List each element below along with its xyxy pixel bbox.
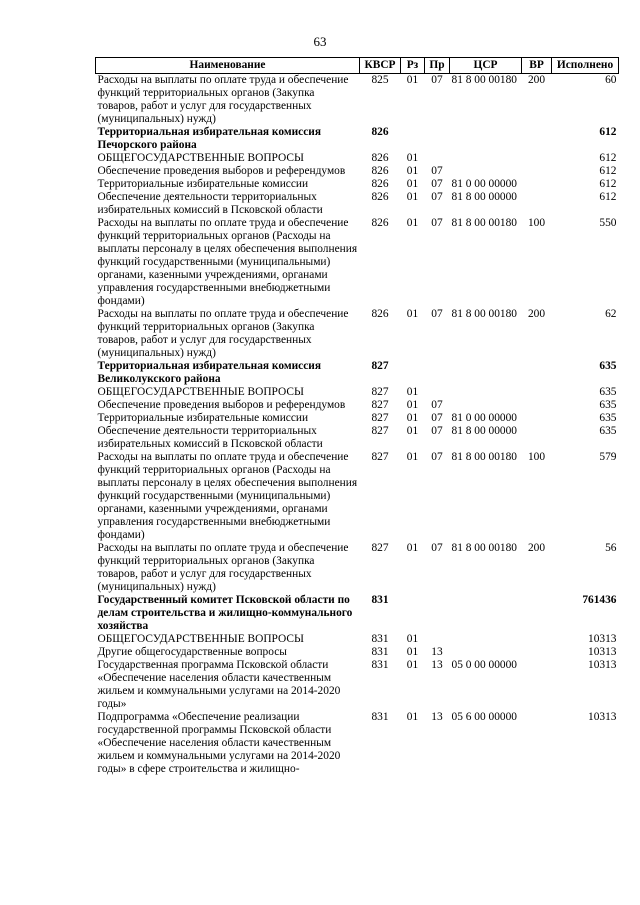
cell-vr bbox=[522, 152, 552, 165]
cell-name: Территориальные избирательные комиссии bbox=[97, 178, 309, 190]
header-vr: ВР bbox=[522, 58, 552, 74]
cell-vr bbox=[522, 399, 552, 412]
cell-pr: 13 bbox=[431, 659, 443, 671]
cell-rz: 01 bbox=[406, 399, 419, 411]
cell-name: ОБЩЕГОСУДАРСТВЕННЫЕ ВОПРОСЫ bbox=[97, 152, 304, 164]
cell-executed: 635 bbox=[599, 425, 617, 437]
cell-executed: 612 bbox=[599, 152, 617, 164]
cell-pr: 07 bbox=[431, 425, 443, 437]
cell-csr: 81 8 00 00180 bbox=[451, 74, 517, 86]
cell-executed: 612 bbox=[599, 126, 617, 138]
cell-executed: 10313 bbox=[588, 633, 617, 645]
cell-vr bbox=[522, 659, 552, 711]
cell-name: Обеспечение деятельности территориальных избирательных комиссий в Псковской области bbox=[97, 191, 323, 216]
header-kvsr: КВСР bbox=[360, 58, 401, 74]
cell-rz: 01 bbox=[406, 165, 419, 177]
table-row bbox=[96, 165, 619, 178]
cell-rz bbox=[401, 594, 425, 633]
cell-kvsr: 827 bbox=[371, 412, 389, 424]
table-row bbox=[96, 399, 619, 412]
table-row bbox=[96, 191, 619, 217]
table-row bbox=[96, 74, 619, 127]
table-row bbox=[96, 178, 619, 191]
cell-csr: 81 8 00 00000 bbox=[451, 191, 517, 203]
cell-kvsr: 826 bbox=[371, 126, 389, 138]
cell-pr: 07 bbox=[431, 451, 443, 463]
cell-csr: 81 8 00 00180 bbox=[451, 308, 517, 320]
cell-vr: 200 bbox=[527, 542, 546, 554]
table-row bbox=[96, 386, 619, 399]
cell-executed: 10313 bbox=[588, 646, 617, 658]
cell-rz: 01 bbox=[406, 646, 419, 658]
header-executed: Исполнено bbox=[552, 58, 619, 74]
cell-pr: 13 bbox=[431, 646, 443, 658]
cell-kvsr: 827 bbox=[371, 386, 389, 398]
table-row bbox=[96, 633, 619, 646]
cell-name: Территориальная избирательная комиссия Печорского района bbox=[97, 126, 321, 151]
cell-executed: 761436 bbox=[582, 594, 617, 606]
cell-rz: 01 bbox=[406, 412, 419, 424]
table-row bbox=[96, 451, 619, 542]
cell-vr: 100 bbox=[527, 451, 546, 463]
cell-rz: 01 bbox=[406, 386, 419, 398]
cell-executed: 56 bbox=[605, 542, 617, 554]
cell-rz: 01 bbox=[406, 308, 419, 320]
cell-pr bbox=[425, 594, 450, 633]
cell-pr bbox=[425, 633, 450, 646]
table-row bbox=[96, 425, 619, 451]
cell-kvsr: 827 bbox=[371, 425, 389, 437]
cell-kvsr: 826 bbox=[371, 178, 389, 190]
cell-csr: 81 8 00 00000 bbox=[451, 425, 517, 437]
cell-vr bbox=[522, 126, 552, 152]
cell-kvsr: 831 bbox=[371, 659, 389, 671]
cell-vr bbox=[522, 191, 552, 217]
table-row bbox=[96, 594, 619, 633]
cell-csr bbox=[450, 646, 522, 659]
cell-rz: 01 bbox=[406, 74, 419, 86]
cell-executed: 635 bbox=[599, 399, 617, 411]
cell-kvsr: 827 bbox=[371, 399, 389, 411]
cell-vr bbox=[522, 412, 552, 425]
cell-executed: 579 bbox=[599, 451, 617, 463]
cell-name: ОБЩЕГОСУДАРСТВЕННЫЕ ВОПРОСЫ bbox=[97, 386, 304, 398]
cell-vr bbox=[522, 594, 552, 633]
cell-executed: 10313 bbox=[588, 659, 617, 671]
cell-kvsr: 831 bbox=[371, 594, 389, 606]
cell-rz: 01 bbox=[406, 711, 419, 723]
budget-execution-table bbox=[95, 57, 619, 776]
table-row bbox=[96, 152, 619, 165]
cell-executed: 612 bbox=[599, 165, 617, 177]
cell-kvsr: 826 bbox=[371, 217, 389, 229]
cell-executed: 635 bbox=[599, 360, 617, 372]
table-row bbox=[96, 126, 619, 152]
cell-kvsr: 827 bbox=[371, 360, 389, 372]
cell-pr: 07 bbox=[431, 74, 443, 86]
cell-executed: 612 bbox=[599, 191, 617, 203]
cell-rz: 01 bbox=[406, 659, 419, 671]
cell-csr: 05 0 00 00000 bbox=[451, 659, 517, 671]
table-row bbox=[96, 542, 619, 594]
cell-csr: 81 0 00 00000 bbox=[451, 412, 517, 424]
cell-name: Государственная программа Псковской области «Обеспечение населения области качественным жильем и коммунальными услугами на 2014-2020 годы» bbox=[97, 659, 341, 710]
cell-executed: 612 bbox=[599, 178, 617, 190]
cell-name: Обеспечение проведения выборов и референдумов bbox=[97, 165, 346, 177]
cell-vr: 100 bbox=[527, 217, 546, 229]
cell-executed: 635 bbox=[599, 386, 617, 398]
cell-csr bbox=[450, 633, 522, 646]
cell-kvsr: 826 bbox=[371, 191, 389, 203]
cell-pr: 07 bbox=[431, 308, 443, 320]
table-row bbox=[96, 711, 619, 776]
cell-name: Расходы на выплаты по оплате труда и обеспечение функций территориальных органов (Закупка товаров, работ и услуг для государственных (муниципальных) нужд) bbox=[97, 542, 349, 593]
cell-kvsr: 831 bbox=[371, 633, 389, 645]
cell-name: Территориальные избирательные комиссии bbox=[97, 412, 309, 424]
cell-executed: 10313 bbox=[588, 711, 617, 723]
cell-name: Обеспечение проведения выборов и референдумов bbox=[97, 399, 346, 411]
cell-vr bbox=[522, 360, 552, 386]
cell-name: Подпрограмма «Обеспечение реализации государственной программы Псковской области «Обеспечение населения области качественным жильем и коммунальными услугами на 2014-2020 годы» в сфере строительства и жилищно- bbox=[97, 711, 341, 775]
cell-kvsr: 826 bbox=[371, 165, 389, 177]
cell-csr bbox=[450, 386, 522, 399]
cell-executed: 62 bbox=[605, 308, 617, 320]
cell-vr bbox=[522, 165, 552, 178]
cell-pr bbox=[425, 360, 450, 386]
cell-name: Расходы на выплаты по оплате труда и обеспечение функций территориальных органов (Закупка товаров, работ и услуг для государственных (муниципальных) нужд) bbox=[97, 74, 349, 125]
cell-csr: 81 8 00 00180 bbox=[451, 542, 517, 554]
cell-vr bbox=[522, 386, 552, 399]
cell-name: Другие общегосударственные вопросы bbox=[97, 646, 287, 658]
cell-pr bbox=[425, 386, 450, 399]
cell-kvsr: 831 bbox=[371, 646, 389, 658]
cell-pr: 13 bbox=[431, 711, 443, 723]
cell-pr: 07 bbox=[431, 412, 443, 424]
cell-name: ОБЩЕГОСУДАРСТВЕННЫЕ ВОПРОСЫ bbox=[97, 633, 304, 645]
table-header-row bbox=[96, 58, 619, 74]
cell-pr: 07 bbox=[431, 178, 443, 190]
table-row bbox=[96, 360, 619, 386]
cell-vr bbox=[522, 178, 552, 191]
cell-rz bbox=[401, 360, 425, 386]
cell-pr: 07 bbox=[431, 399, 443, 411]
cell-csr: 81 8 00 00180 bbox=[451, 217, 517, 229]
cell-pr bbox=[425, 152, 450, 165]
cell-kvsr: 827 bbox=[371, 542, 389, 554]
cell-executed: 635 bbox=[599, 412, 617, 424]
cell-rz: 01 bbox=[406, 178, 419, 190]
table-body bbox=[96, 74, 619, 777]
cell-vr bbox=[522, 711, 552, 776]
cell-rz: 01 bbox=[406, 542, 419, 554]
cell-pr: 07 bbox=[431, 191, 443, 203]
cell-vr bbox=[522, 633, 552, 646]
cell-vr bbox=[522, 646, 552, 659]
header-rz: Рз bbox=[401, 58, 425, 74]
cell-csr bbox=[450, 360, 522, 386]
cell-rz: 01 bbox=[406, 217, 419, 229]
cell-csr: 81 8 00 00180 bbox=[451, 451, 517, 463]
table-row bbox=[96, 217, 619, 308]
cell-name: Государственный комитет Псковской области по делам строительства и жилищно-коммунального хозяйства bbox=[97, 594, 353, 632]
table-row bbox=[96, 646, 619, 659]
cell-pr: 07 bbox=[431, 165, 443, 177]
cell-executed: 550 bbox=[599, 217, 617, 229]
cell-rz bbox=[401, 126, 425, 152]
table-row bbox=[96, 659, 619, 711]
cell-vr: 200 bbox=[527, 308, 546, 320]
header-csr: ЦСР bbox=[450, 58, 522, 74]
header-pr: Пр bbox=[425, 58, 450, 74]
cell-kvsr: 825 bbox=[371, 74, 389, 86]
table-row bbox=[96, 308, 619, 360]
cell-kvsr: 827 bbox=[371, 451, 389, 463]
cell-name: Обеспечение деятельности территориальных избирательных комиссий в Псковской области bbox=[97, 425, 323, 450]
cell-name: Расходы на выплаты по оплате труда и обеспечение функций территориальных органов (Закупка товаров, работ и услуг для государственных (муниципальных) нужд) bbox=[97, 308, 349, 359]
cell-pr: 07 bbox=[431, 542, 443, 554]
page-number: 63 bbox=[313, 34, 327, 49]
cell-kvsr: 831 bbox=[371, 711, 389, 723]
cell-kvsr: 826 bbox=[371, 308, 389, 320]
header-name: Наименование bbox=[96, 58, 360, 74]
cell-name: Территориальная избирательная комиссия Великолукского района bbox=[97, 360, 321, 385]
cell-csr bbox=[450, 165, 522, 178]
cell-rz: 01 bbox=[406, 152, 419, 164]
cell-pr: 07 bbox=[431, 217, 443, 229]
cell-rz: 01 bbox=[406, 451, 419, 463]
cell-rz: 01 bbox=[406, 191, 419, 203]
cell-rz: 01 bbox=[406, 425, 419, 437]
cell-kvsr: 826 bbox=[371, 152, 389, 164]
cell-csr bbox=[450, 399, 522, 412]
cell-rz: 01 bbox=[406, 633, 419, 645]
cell-name: Расходы на выплаты по оплате труда и обеспечение функций территориальных органов (Расходы на выплаты персоналу в целях обеспечения выполнения функций государственными (муниципальными) органами, казенными учреждениями, органами управления государственными внебюджетными фондами) bbox=[97, 451, 358, 541]
cell-name: Расходы на выплаты по оплате труда и обеспечение функций территориальных органов (Расходы на выплаты персоналу в целях обеспечения выполнения функций государственными (муниципальными) органами, казенными учреждениями, органами управления государственными внебюджетными фондами) bbox=[97, 217, 358, 307]
cell-pr bbox=[425, 126, 450, 152]
table-row bbox=[96, 412, 619, 425]
cell-csr: 05 6 00 00000 bbox=[451, 711, 517, 723]
cell-csr: 81 0 00 00000 bbox=[451, 178, 517, 190]
cell-csr bbox=[450, 152, 522, 165]
cell-vr: 200 bbox=[527, 74, 546, 86]
cell-executed: 60 bbox=[605, 74, 617, 86]
cell-csr bbox=[450, 126, 522, 152]
cell-csr bbox=[450, 594, 522, 633]
cell-vr bbox=[522, 425, 552, 451]
